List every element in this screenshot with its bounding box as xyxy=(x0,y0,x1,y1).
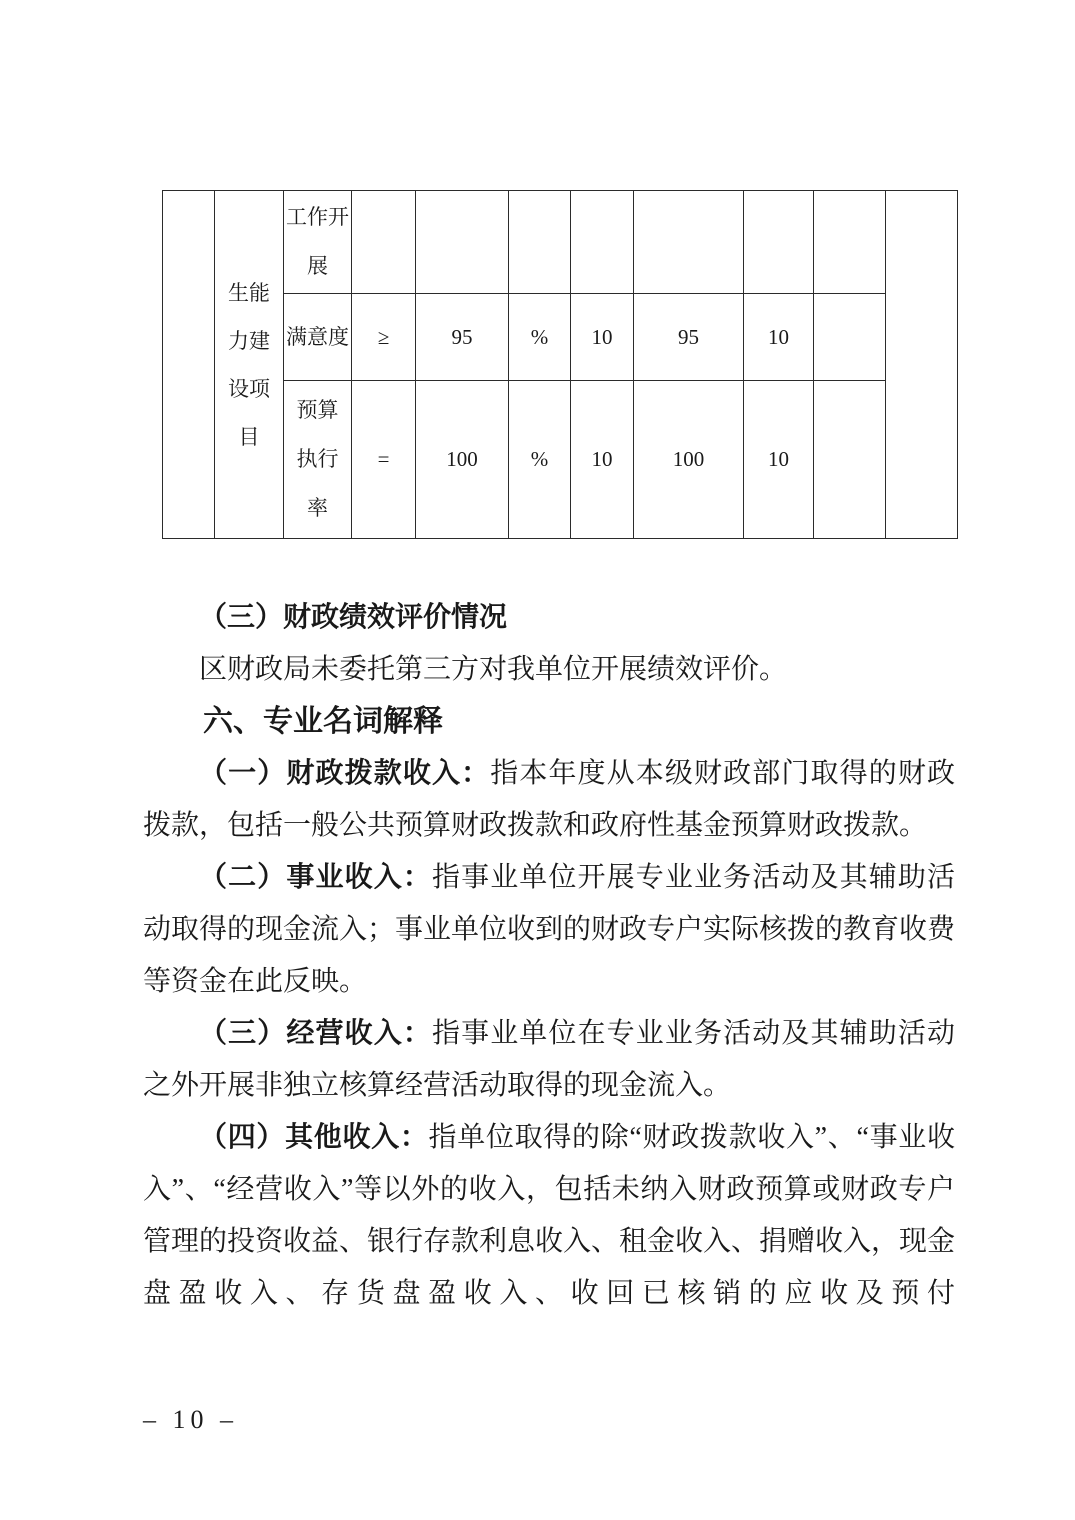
cell-line: 执行 xyxy=(296,447,339,471)
empty-cell xyxy=(814,381,886,539)
term-lead: （三）经营收入： xyxy=(199,1018,432,1049)
project-name-cell xyxy=(215,191,284,539)
term-paragraph-other-income xyxy=(143,1112,955,1320)
cell-line: 展 xyxy=(307,254,328,278)
score-cell xyxy=(744,191,814,294)
comparison-operator-cell: ≥ xyxy=(352,294,416,381)
target-value-cell xyxy=(416,191,509,294)
weight-cell xyxy=(571,191,634,294)
cell-line: 设项 xyxy=(228,376,270,401)
empty-right-cell xyxy=(886,191,958,539)
actual-value-cell: 100 xyxy=(634,381,744,539)
indicator-name-cell xyxy=(284,191,352,294)
cell-line: 满意度 xyxy=(286,324,349,349)
indicator-name-cell xyxy=(284,294,352,381)
unit-cell: % xyxy=(509,294,571,381)
unit-cell xyxy=(509,191,571,294)
cell-line: 工作开 xyxy=(286,205,349,229)
score-cell: 10 xyxy=(744,294,814,381)
table-row xyxy=(163,191,958,294)
comparison-operator-cell xyxy=(352,191,416,294)
term-body: 指单位取得的除“财政拨款收入”、“事业收入”、“经营收入”等以外的收入，包括未纳入财政预算或财政专户管理的投资收益、银行存款利息收入、租金收入、捐赠收入，现金盘盈收入、存货盘盈收入、收回已核销的应收及预付 xyxy=(143,1122,956,1309)
term-body: 指本年度从本级财政部门取得的财政拨款，包括一般公共预算财政拨款和政府性基金预算财政拨款。 xyxy=(143,758,955,841)
page-number: – 10 – xyxy=(143,1405,238,1434)
unit-cell: % xyxy=(509,381,571,539)
score-cell: 10 xyxy=(744,381,814,539)
term-lead: （四）其他收入： xyxy=(199,1122,429,1153)
term-body: 指事业单位开展专业业务活动及其辅助活动取得的现金流入；事业单位收到的财政专户实际核拨的教育收费等资金在此反映。 xyxy=(143,862,956,997)
empty-cell xyxy=(814,191,886,294)
actual-value-cell xyxy=(634,191,744,294)
indicator-name-cell xyxy=(284,381,352,539)
term-paragraph-operational-income xyxy=(143,852,955,1008)
cell-line: 生能 xyxy=(228,280,270,305)
weight-cell: 10 xyxy=(571,381,634,539)
term-paragraph-business-income xyxy=(143,1008,955,1112)
weight-cell: 10 xyxy=(571,294,634,381)
target-value-cell: 95 xyxy=(416,294,509,381)
paragraph-evaluation-status: 区财政局未委托第三方对我单位开展绩效评价。 xyxy=(199,654,788,685)
section-heading-terms: 六、专业名词解释 xyxy=(203,705,443,738)
cell-line: 目 xyxy=(238,424,260,449)
comparison-operator-cell: = xyxy=(352,381,416,539)
term-paragraph-fiscal-appropriation xyxy=(143,748,955,852)
cell-line: 力建 xyxy=(228,328,270,353)
body-text xyxy=(143,592,955,1320)
empty-cell xyxy=(814,294,886,381)
performance-indicator-table xyxy=(162,190,958,539)
empty-left-cell xyxy=(163,191,215,539)
term-body: 指事业单位在专业业务活动及其辅助活动之外开展非独立核算经营活动取得的现金流入。 xyxy=(143,1018,955,1101)
section-heading-finance-evaluation: （三）财政绩效评价情况 xyxy=(199,602,508,633)
term-lead: （二）事业收入： xyxy=(199,862,432,893)
target-value-cell: 100 xyxy=(416,381,509,539)
actual-value-cell: 95 xyxy=(634,294,744,381)
term-lead: （一）财政拨款收入： xyxy=(199,758,491,789)
cell-line: 预算 xyxy=(296,398,339,422)
cell-line: 率 xyxy=(307,496,328,520)
